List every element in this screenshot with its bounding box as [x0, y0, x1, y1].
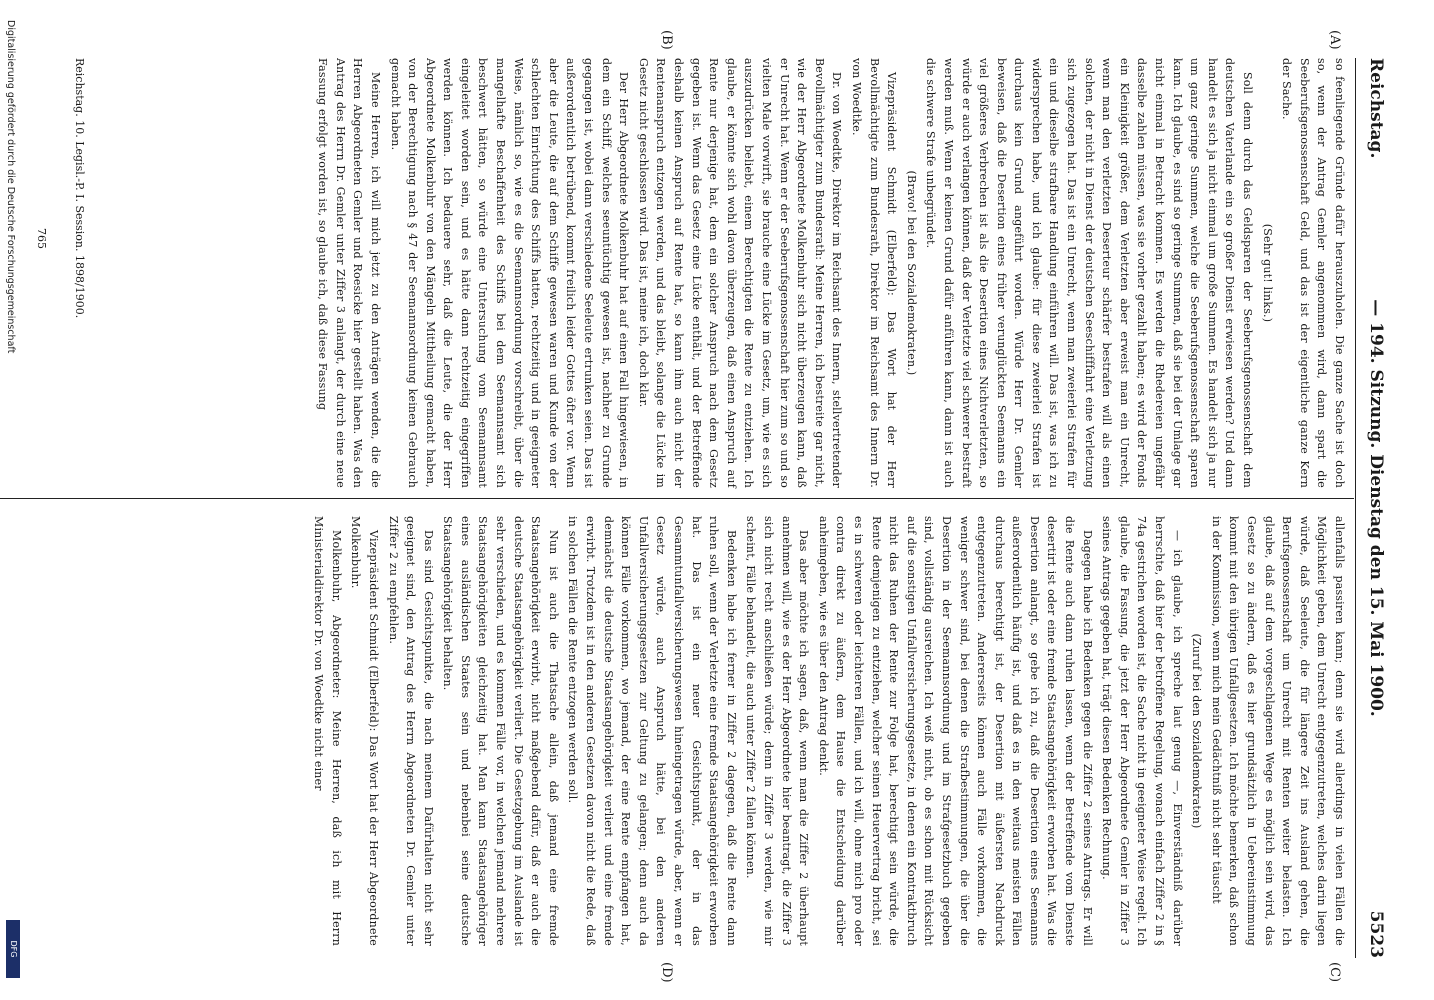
paragraph: allenfalls passiren kann; denn sie wird allerdings in vielen Fällen die Möglichkeit geben, dem Unrecht entgegenzutreten, welches darin liegen würde, daß Seeleute, die für längere Zeit ins Ausland gehen, die Berufsgenossenschaft um Unrecht mit Renten weiter belasten. Ich glaube, daß auf dem vorgeschlagenen Wege es möglich sein wird, das Gesetz so zu ändern, daß es hier grundsätzlich in Uebereinstimmung kommt mit den übrigen Unfallgesetzen. Ich möchte bemerken, daß schon in der Kommission, wenn mich mein Gedächtniß nicht sehr täuscht [1209, 516, 1346, 946]
margin-mark-c: (C) [1327, 962, 1342, 983]
left-column [312, 58, 1348, 488]
header-rule [1355, 58, 1356, 958]
paragraph: Dr. von Woedtke, Direktor im Reichsamt des Innern, stellvertretender Bevollmächtigter zum Bundesrath: Meine Herren, ich bestreite gar nicht, wie der Herr Abgeordnete Molkenbuhr sich nicht überzeugen kann, daß er Unrecht hat. Wenn er der Seeberufsgenossenschaft hier zum so und so vielten Male vorwirft, sie brauche eine Lücke im Gesetz, um, wie es sich auszudrücken beliebt, einem Berechtigten die Rente zu entziehen. Ich glaube, er könnte sich wohl davon überzeugen, daß einen Anspruch auf Rente nur derjenige hat, dem ein solcher Anspruch nach dem Gesetz gegeben ist. Wenn das Gesetz eine Lücke enthält, und der Betreffende deshalb keinen Anspruch auf Rente hat, so kann ihm auch nicht der Rentenanspruch entzogen werden, und das bleibt, solange die Lücke im Gesetz nicht geschlossen wird. Das ist, meine ich, doch klar. [636, 58, 844, 488]
column-divider [0, 498, 1354, 499]
paragraph: Molkenbuhr, Abgeordneter: Meine Herren, daß ich mit Herrn Ministerialdirektor Dr. von Woedtke nicht einer [312, 516, 343, 946]
paragraph: so feenliegende Gründe dafür herauszuholen. Die ganze Sache ist doch so, wenn der Antrag Gemler angenommen wird, dann spart die Seeberufsgenossenschaft Geld, und das ist der eigentliche ganze Kern der Sache. [1280, 58, 1346, 488]
paragraph: Das sind Gesichtspunkte, die nach meinem Dafürhalten nicht sehr geeignet sind, den Antrag des Herrn Abgeordneten Dr. Gemler unter Ziffer 2 zu empfehlen. [386, 516, 435, 946]
dfg-logo: DFG [6, 920, 20, 978]
margin-mark-b: (B) [659, 30, 674, 50]
paragraph: Nun ist auch die Thatsache allein, daß jemand eine fremde Staatsangehörigkeit erwirbt, nicht maßgebend dafür, daß er auch die deutsche Staatsangehörigkeit verliert. Die Gesetzgebung im Auslande ist sehr verschieden, und es kommen Fälle vor, in welchen jemand mehrere Staatsangehörigkeiten gleichzeitig hat. Man kann Staatsangehöriger eines ausländischen Staates sein und nebenbei seine deutsche Staatsangehörigkeit behalten. [441, 516, 560, 946]
paragraph: Der Herr Abgeordnete Molkenbuhr hat auf einen Fall hingewiesen, in dem ein Schiff, welches seeuntüchtig gewesen ist, nachher zu Grunde gegangen ist, wobei dann verschiedene Seeleute ertrunken seien. Das ist außerordentlich betrübend, kommt freilich leider Gottes öfter vor. Wenn aber die Leute, die auf dem Schiffe gewesen waren und Kunde von der schlechten Einrichtung des Schiffs hatten, rechtzeitig und in geeigneter Weise, nämlich so, wie es die Seemannsordnung vorschreibt, über die mangelhafte Beschaffenheit des Schiffs bei dem Seemannsamt sich beschwert hätten, so würde eine Untersuchung vom Seemannsamt eingeleitet worden sein, und es hätte dann rechtzeitig eingegriffen werden können. Ich bedauere sehr, daß die Leute, die der Herr Abgeordnete Molkenbuhr von den Mängeln Mittheilung gemacht haben, von der Berechtigung nach § 47 der Seemannsordnung keinen Gebrauch gemacht haben. [388, 58, 631, 488]
margin-mark-d: (D) [659, 962, 674, 983]
paragraph: — ich glaube, ich spreche laut genug —, Einverständniß darüber herrschte, daß hier der betroffene Regelung, wonach einfach Ziffer 2 in § 74a gestrichen worden ist, die Sache nicht in geeigneter Weise regelt. Ich glaube, die Fassung, die jetzt der Herr Abgeordnete Gemler in Ziffer 3 seines Antrags gegeben hat, trägt diesen Bedenken Rechnung. [1100, 516, 1184, 946]
paragraph: Vizepräsident Schmidt (Elberfeld): Das Wort hat der Herr Abgeordnete Molkenbuhr. [349, 516, 380, 946]
right-column [308, 516, 1348, 946]
paragraph: Vizepräsident Schmidt (Elberfeld): Das Wort hat der Herr Bevollmächtigte zum Bundesrath, Direktor im Reichsamt des Innern Dr. von Woedtke. [849, 58, 899, 488]
page-header [1360, 58, 1390, 958]
paragraph: Soll denn durch das Geldsparen der Seeberufsgenossenschaft dem deutschen Vaterlande ein so großer Dienst erwiesen werden? Und dann handelt es sich ja nicht einmal um große Summen. Es handelt sich ja nur um ganz geringe Summen, welche die Seeberufsgenossenschaft sparen kann. Ich glaube, es sind so geringe Summen, daß sie bei der Umlage gar nicht einmal in Betracht kommen. Es werden die Rhedereien ungefähr dasselbe zahlen müssen, was sie vorher gezahlt haben; es wird der Fonds ein Kleinigkeit größer, dem Verletzten aber erweist man ein Unrecht, wenn man den verletzten Deserteur schärfer bestrafen will als einen solchen, der nicht in Dienst der deutschen Seeschifffahrt eine Verletzung sich zugezogen hat. Das ist ein Unrecht, wenn man zweierlei Strafen für ein und dieselbe strafbare Handlung einführen will. Das ist, was ich zu widersprechen habe, und ich glaube: für diese zweierlei Strafen ist durchaus kein Grund angeführt worden. Würde Herr Dr. Gemler beweisen, daß die Desertion eines früher verunglückten Seemanns ein viel größeres Verbrechen ist als die Desertion eines Nichtverletzten, so würde er auch verlangen können, daß der Verletzte viel schwerer bestraft werden muß. Wenn er keinen Grund dafür anführen kann, dann ist auch die schwere Strafe unbegründet. [924, 58, 1255, 488]
paragraph: Bedenken habe ich ferner in Ziffer 2 dagegen, daß die Rente dann ruhen soll, wenn der Verletzte eine fremde Staatsangehörigkeit erworben hat. Das ist ein neuer Gesichtspunkt, der in das Gesammtunfallversicherungswesen hineingetragen würde, aber, wenn er Gesetz würde, auch Anspruch hätte, bei den anderen Unfallversicherungsgesetzen zur Geltung zu gelangen; denn auch da können Fälle vorkommen, wo jemand, der eine Rente empfangen hat, demnächst die deutsche Staatsangehörigkeit verliert und eine fremde erwirbt. Trotzdem ist in den anderen Gesetzen davon nicht die Rede, daß in solchen Fällen die Rente entzogen werden soll. [566, 516, 738, 946]
interjection: (Sehr gut! links.) [1260, 223, 1274, 323]
header-left: Reichstag. [1366, 58, 1386, 159]
paragraph: Meine Herren, ich will mich jetzt zu den Anträgen wenden, die die Herren Abgeordneten Gemler und Roesicke hier gestellt haben. Was den Antrag des Herrn Dr. Gemler unter Ziffer 3 anlangt, der durch eine neue Fassung erfolgt worden ist, so glaube ich, daß diese Fassung [316, 58, 382, 488]
paragraph: Dagegen habe ich Bedenken gegen die Ziffer 2 seines Antrags. Er will die Rente auch dann ruhen lassen, wenn der Betreffende vom Dienste desertirt ist oder eine fremde Staatsangehörigkeit erworben hat. Was die Desertion anlangt, so gebe ich zu, daß die Desertion eines Seemanns außerordentlich häufig ist, und daß es in den weitaus meisten Fällen durchaus berechtigt ist, der Desertion mit äußersten Nachdruck entgegenzutreten. Andererseits können auch Fälle vorkommen, die weniger schwer sind, bei denen die Strafbestimmungen, die über die Desertion in der Seemannsordnung und im Strafgesetzbuch gegeben sind, vollständig ausreichen. Ich weiß nicht, ob es schon mit Rücksicht auf die sonstigen Unfallversicherungsgesetze, in denen ein Kontraktbruch nicht das Ruhen der Rente zur Folge hat, berechtigt sein würde, die Rente demjenigen zu entziehen, welcher seinen Heuervertrag bricht, sei es in schweren oder leichteren Fällen, und ich will, ohne mich pro oder contra direkt zu äußern, dem Hause die Entscheidung darüber anheimgeben, wie es über den Antrag denkt. [816, 516, 1094, 946]
header-center: — 194. Sitzung. Dienstag den 15. Mai 1900. [1366, 299, 1386, 717]
interjection: (Bravo! bei den Sozialdemokraten.) [904, 170, 918, 376]
page-number-top: 5523 [1366, 910, 1386, 958]
margin-mark-a: (A) [1327, 30, 1342, 50]
digitization-note: Digitalisierung gefördert durch die Deutsche Forschungsgemeinschaft [5, 20, 16, 354]
page-number-bottom: 765 [35, 228, 48, 249]
footer-source: Reichstag. 10. Legisl.-P. I. Session. 1898/1900. [73, 58, 86, 319]
paragraph: Das aber möchte ich sagen, daß, wenn man die Ziffer 2 überhaupt annehmen will, wie es der Herr Abgeordnete hier beantragt, die Ziffer 3 sich nicht recht anschließen würde; denn in Ziffer 3 werden, wie mir scheint, Fälle behandelt, die auch unter Ziffer 2 fallen können. [744, 516, 811, 946]
interjection: (Zuruf bei den Sozialdemokraten) [1190, 633, 1204, 829]
